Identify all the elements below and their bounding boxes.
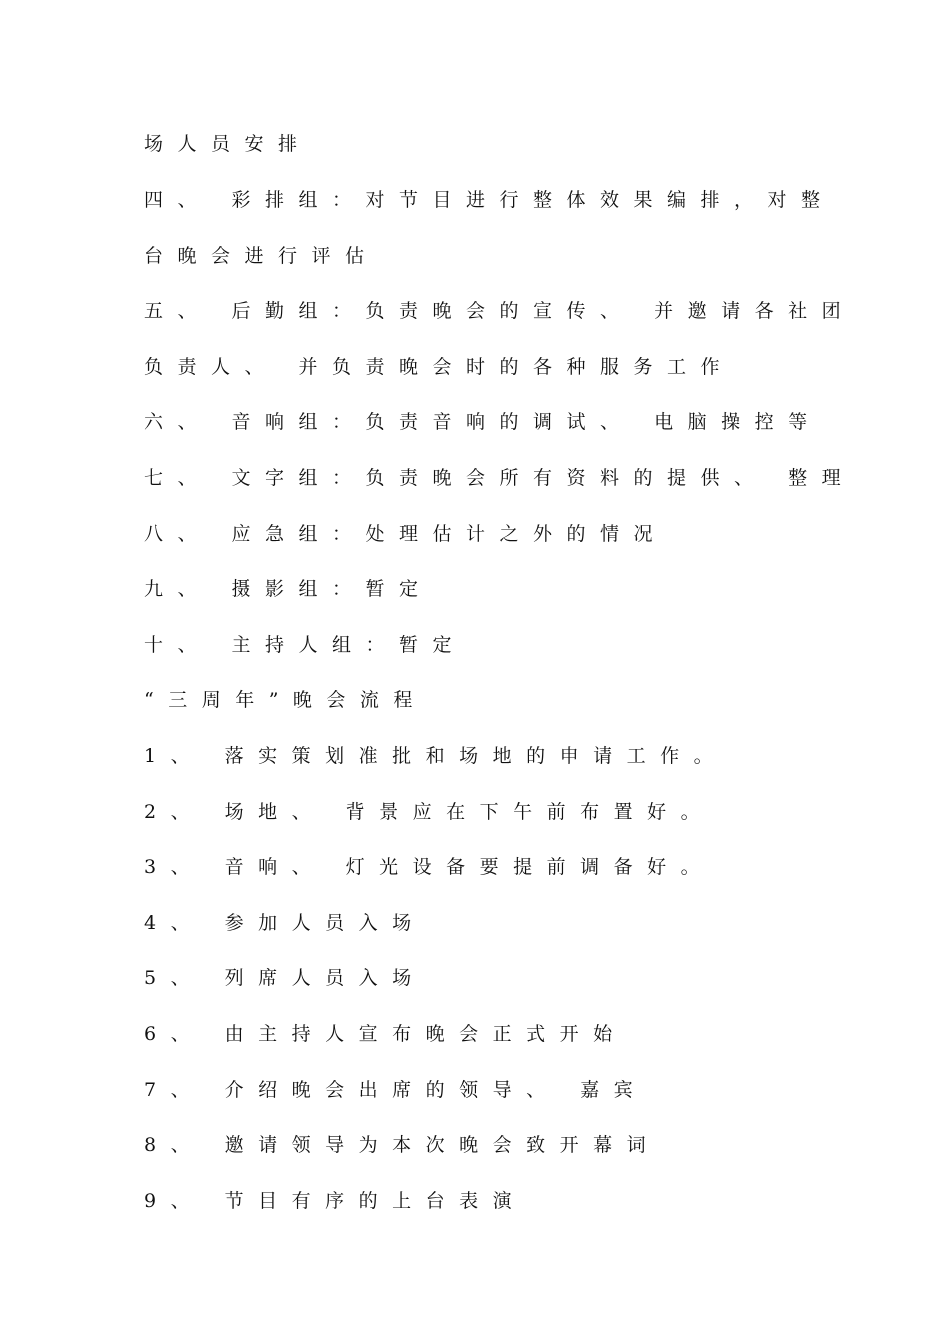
list-item: 8、 邀请领导为本次晚会致开幕词	[144, 1134, 661, 1156]
list-item: 5、 列席人员入场	[144, 967, 426, 989]
text-line: 台晚会进行评估	[144, 245, 379, 267]
text-line: 四、 彩排组：对节目进行整体效果编排，对整	[144, 189, 835, 211]
text-line: 九、 摄影组：暂定	[144, 578, 433, 600]
text-line: 十、 主持人组：暂定	[144, 634, 467, 656]
list-item: 2、 场地、 背景应在下午前布置好。	[144, 801, 715, 823]
text-line: 场人员安排	[144, 133, 312, 155]
list-item: 9、 节目有序的上台表演	[144, 1190, 527, 1212]
text-line: 六、 音响组：负责音响的调试、 电脑操控等	[144, 411, 822, 433]
list-item: 1、 落实策划准批和场地的申请工作。	[144, 745, 728, 767]
list-item: 7、 介绍晚会出席的领导、 嘉宾	[144, 1079, 648, 1101]
section-heading: “三周年”晚会流程	[144, 689, 427, 711]
text-line: 负责人、 并负责晚会时的各种服务工作	[144, 356, 735, 378]
text-line: 五、 后勤组：负责晚会的宣传、 并邀请各社团	[144, 300, 856, 322]
list-item: 3、 音响、 灯光设备要提前调备好。	[144, 856, 715, 878]
text-line: 七、 文字组：负责晚会所有资料的提供、 整理	[144, 467, 856, 489]
text-line: 八、 应急组：处理估计之外的情况	[144, 523, 668, 545]
list-item: 6、 由主持人宣布晚会正式开始	[144, 1023, 627, 1045]
list-item: 4、 参加人员入场	[144, 912, 426, 934]
